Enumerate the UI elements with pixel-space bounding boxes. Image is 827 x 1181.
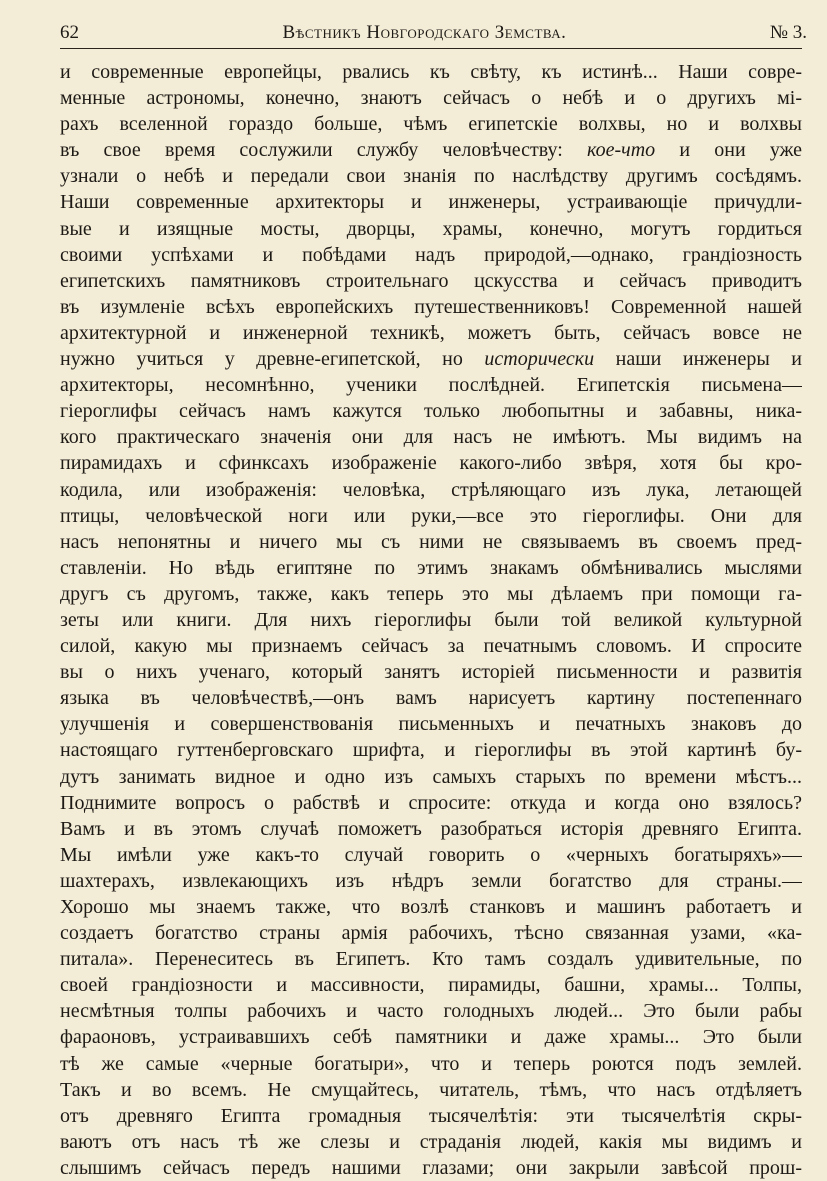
- text-line: менные астрономы, конечно, знаютъ сейчасъ о небѣ и о другихъ мі-: [60, 87, 802, 110]
- running-header: [60, 22, 807, 46]
- text-line: другъ съ другомъ, также, какъ теперь это мы дѣлаемъ при помощи га-: [60, 582, 802, 605]
- text-line: нужно учиться у древне-египетской, но исторически наши инженеры и: [60, 348, 802, 371]
- text-line: фараоновъ, устраивавшихъ себѣ памятники и даже храмы... Это были: [60, 1026, 802, 1049]
- issue-number: № 3.: [769, 22, 807, 43]
- text-line: питала». Перенеситесь въ Египетъ. Кто тамъ создалъ удивительные, по: [60, 948, 802, 971]
- text-line: египетскихъ памятниковъ строительнаго цскусства и сейчасъ приводитъ: [60, 269, 802, 292]
- text-line: Мы имѣли уже какъ-то случай говорить о «черныхъ богатыряхъ»—: [60, 843, 802, 866]
- text-line: рахъ вселенной гораздо больше, чѣмъ египетскіе волхвы, но и волхвы: [60, 113, 802, 136]
- text-line: силой, какую мы признаемъ сейчасъ за печатнымъ словомъ. И спросите: [60, 635, 802, 658]
- text-line: ваютъ отъ насъ тѣ же слезы и страданія людей, какія мы видимъ и: [60, 1130, 802, 1153]
- text-line: дутъ занимать видное и одно изъ самыхъ старыхъ по времени мѣстъ...: [60, 765, 802, 788]
- text-line: своими успѣхами и побѣдами надъ природой,—однако, грандіозность: [60, 243, 802, 266]
- text-line: и современные европейцы, рвались къ свѣту, къ истинѣ... Наши совре-: [60, 61, 802, 83]
- text-line: насъ непонятны и ничего мы съ ними не связываемъ въ своемъ пред-: [60, 530, 802, 553]
- text-line: гіероглифы сейчасъ намъ кажутся только любопытны и забавны, ника-: [60, 400, 802, 423]
- text-line: пирамидахъ и сфинксахъ изображеніе какого-либо звѣря, хотя бы кро-: [60, 452, 802, 475]
- text-line: вые и изящные мосты, дворцы, храмы, конечно, могутъ гордиться: [60, 217, 802, 240]
- text-line: Поднимите вопросъ о рабствѣ и спросите: откуда и когда оно взялось?: [60, 791, 802, 814]
- text-line: Хорошо мы знаемъ также, что возлѣ станковъ и машинъ работаетъ и: [60, 896, 802, 918]
- journal-title: Вѣстникъ Новгородскаго Земства.: [282, 22, 567, 43]
- text-line: шахтерахъ, извлекающихъ изъ нѣдръ земли богатство для страны.—: [60, 869, 802, 892]
- text-line: Такъ и во всемъ. Не смущайтесь, читатель, тѣмъ, что насъ отдѣляетъ: [60, 1078, 802, 1101]
- text-line: языка въ человѣчествѣ,—онъ вамъ нарисуетъ картину постепеннаго: [60, 687, 802, 710]
- header-rule: [60, 48, 802, 49]
- text-line: создаетъ богатство страны армія рабочихъ, тѣсно связанная узами, «ка-: [60, 922, 802, 945]
- text-line: улучшенія и совершенствованія письменныхъ и печатныхъ знаковъ до: [60, 713, 802, 736]
- text-line: архитекторы, несомнѣнно, ученики послѣдней. Египетскія письмена—: [60, 374, 802, 397]
- text-line: настоящаго гуттенберговскаго шрифта, и гіероглифы въ этой картинѣ бу-: [60, 739, 802, 762]
- text-line: въ изумленіе всѣхъ европейскихъ путешественниковъ! Современной нашей: [60, 295, 802, 318]
- text-line: узнали о небѣ и передали свои знанія по наслѣдству другимъ сосѣдямъ.: [60, 165, 802, 188]
- text-line: зеты или книги. Для нихъ гіероглифы были той великой культурной: [60, 608, 802, 631]
- text-line: Наши современные архитекторы и инженеры, устраивающіе причудли-: [60, 191, 802, 214]
- text-line: вы о нихъ ученаго, который занятъ исторіей письменности и развитія: [60, 661, 802, 684]
- body-text: [60, 59, 802, 1181]
- text-line: кодила, или изображенія: человѣка, стрѣляющаго изъ лука, летающей: [60, 478, 802, 501]
- text-line: Вамъ и въ этомъ случаѣ поможетъ разобраться исторія древняго Египта.: [60, 817, 802, 840]
- text-line: кого практическаго значенія они для насъ не имѣютъ. Мы видимъ на: [60, 426, 802, 449]
- text-line: тѣ же самые «черные богатыри», что и теперь роются подъ землей.: [60, 1052, 802, 1075]
- text-line: архитектурной и инженерной техникѣ, можетъ быть, сейчасъ вовсе не: [60, 321, 802, 344]
- text-line: ставленіи. Но вѣдь египтяне по этимъ знакамъ обмѣнивались мыслями: [60, 556, 802, 579]
- text-line: несмѣтныя толпы рабочихъ и часто голодныхъ людей... Это были рабы: [60, 1000, 802, 1023]
- text-line: птицы, человѣческой ноги или руки,—все это гіероглифы. Они для: [60, 504, 802, 527]
- text-line: въ свое время сослужили службу человѣчеству: кое-что и они уже: [60, 139, 802, 162]
- page-number: 62: [60, 22, 79, 43]
- text-line: своей грандіозности и массивности, пирамиды, башни, храмы... Толпы,: [60, 974, 802, 997]
- text-line: отъ древняго Египта громадныя тысячелѣтія: эти тысячелѣтія скры-: [60, 1104, 802, 1127]
- text-line: слышимъ сейчасъ передъ нашими глазами; они закрыли завѣсой прош-: [60, 1156, 802, 1179]
